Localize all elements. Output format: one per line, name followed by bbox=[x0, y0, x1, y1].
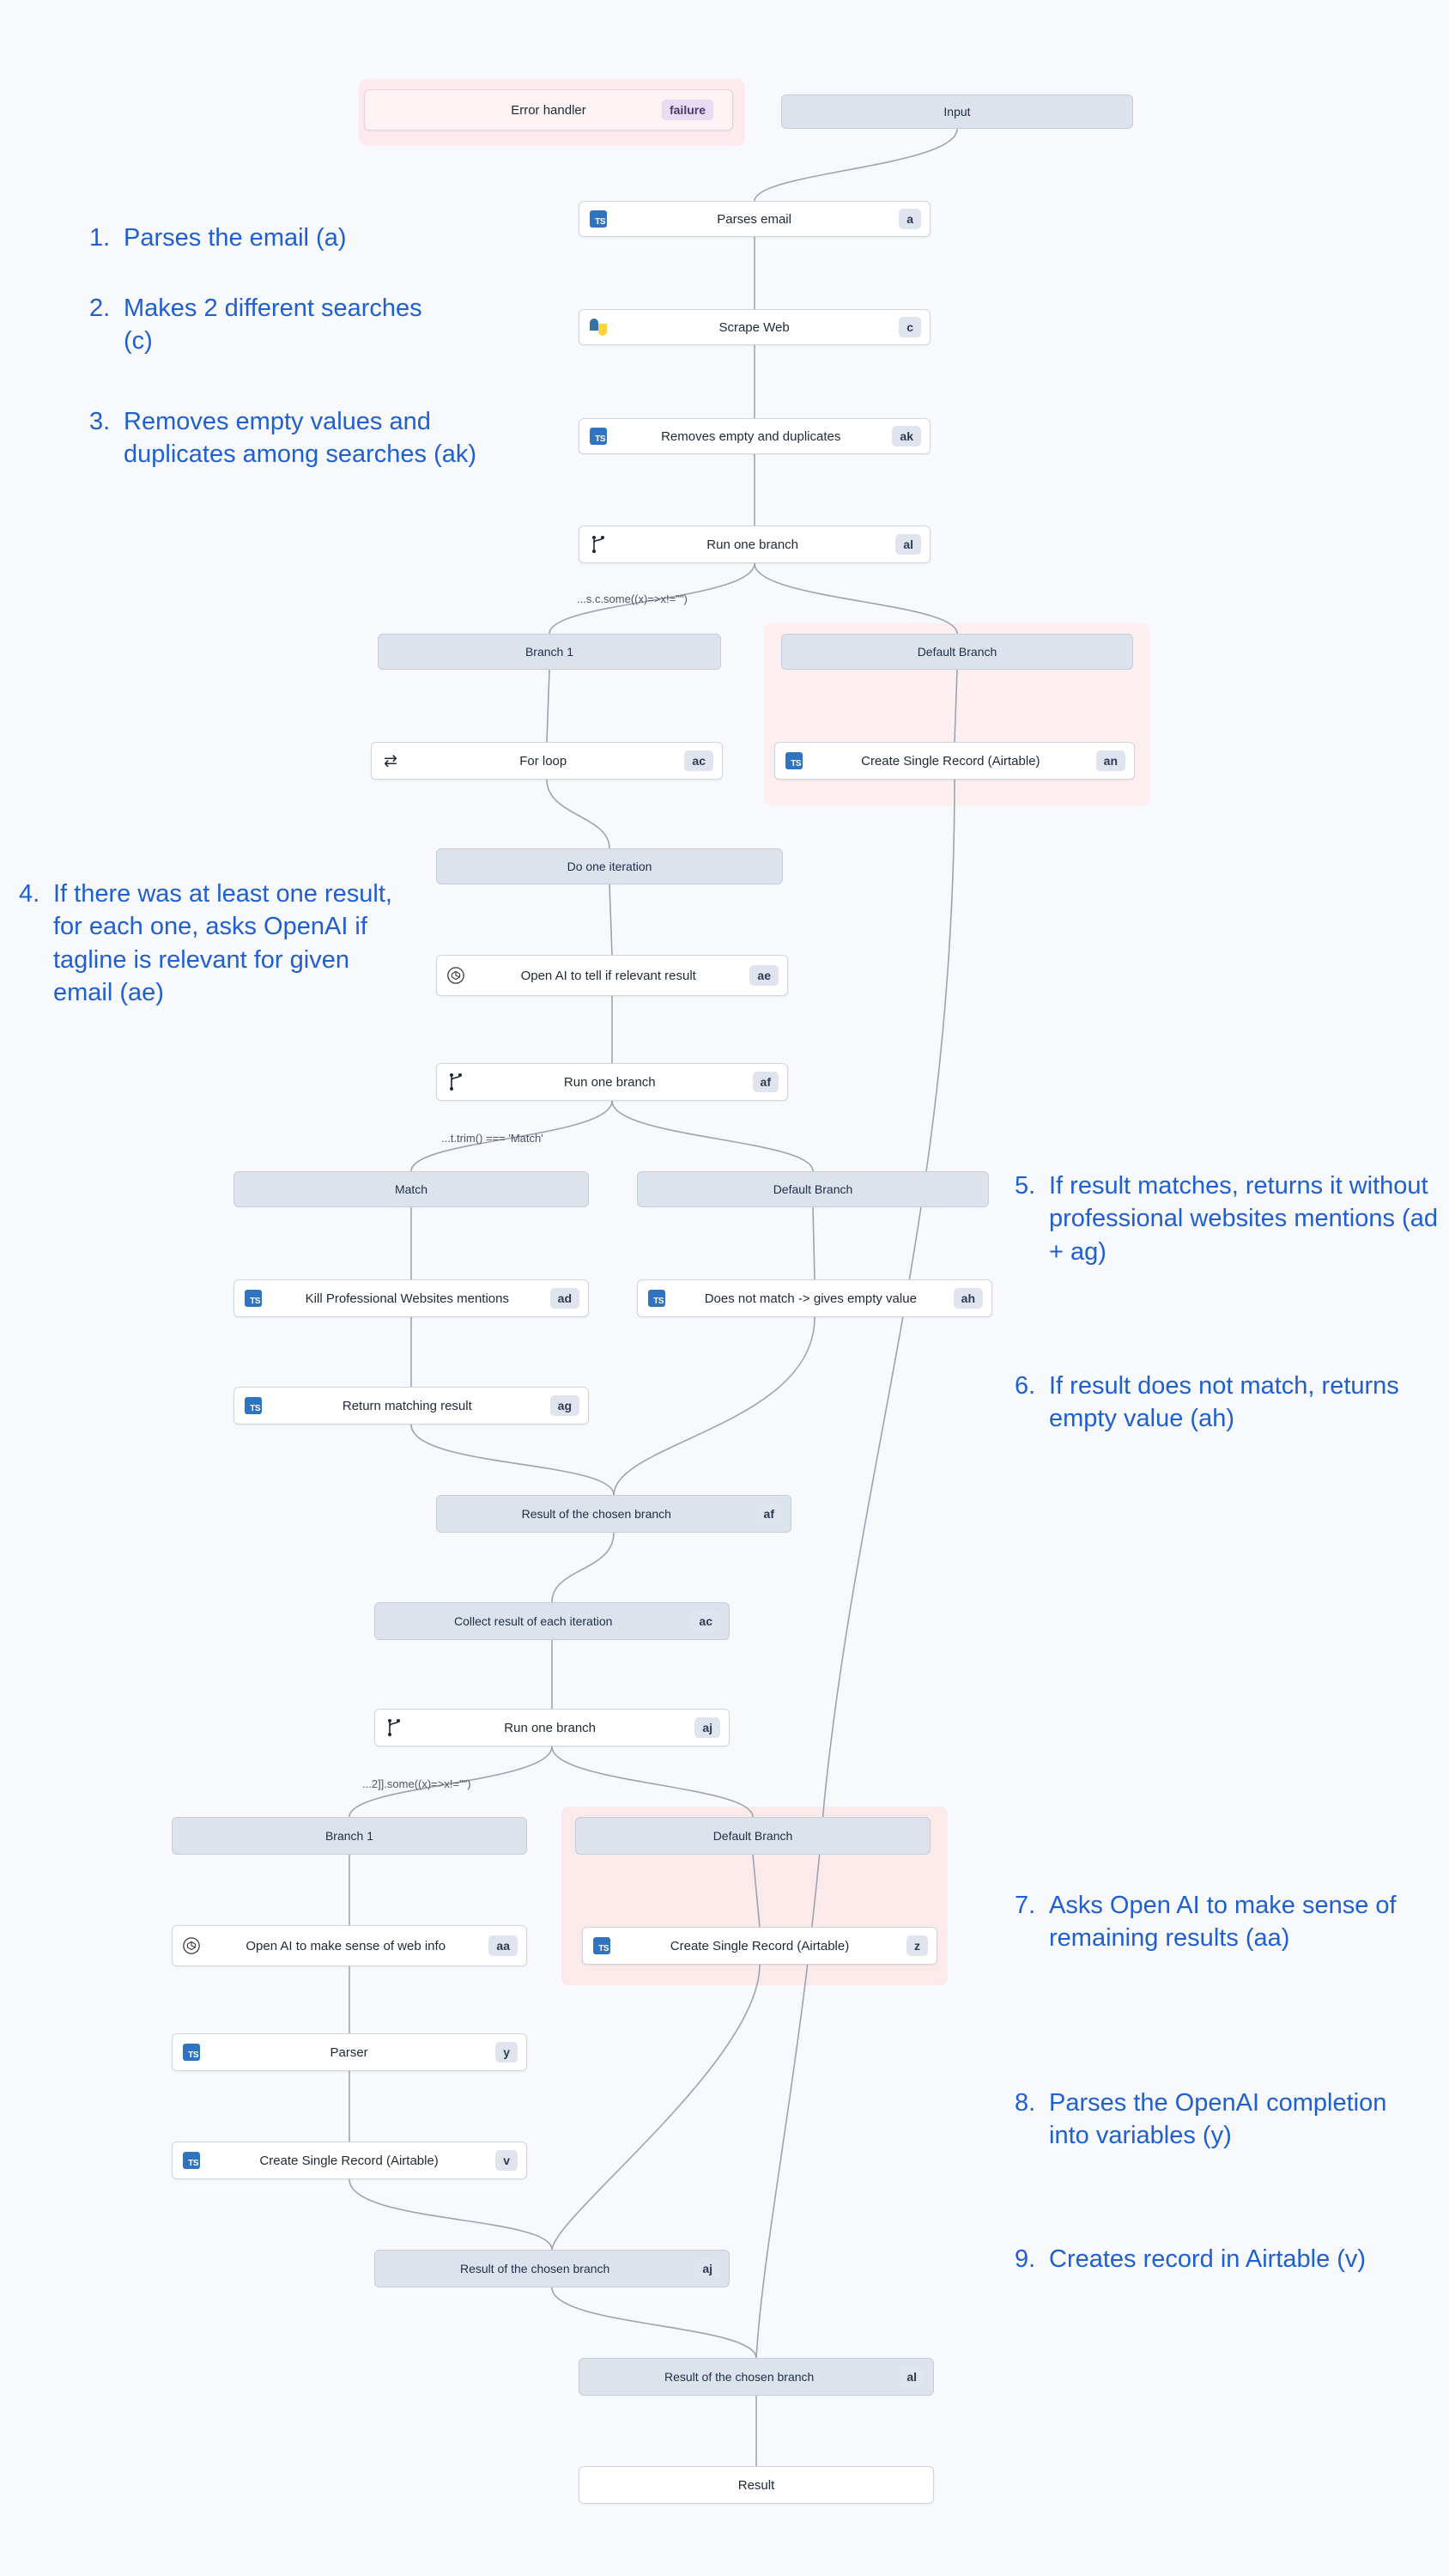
node-badge: ae bbox=[749, 965, 779, 986]
node-badge: v bbox=[495, 2150, 518, 2171]
node-result[interactable] bbox=[579, 2466, 934, 2504]
ts-icon: TS bbox=[587, 425, 609, 447]
node-label: Create Single Record (Airtable) bbox=[861, 753, 1040, 769]
node-create-single-record-v[interactable] bbox=[172, 2142, 527, 2179]
python-icon bbox=[587, 316, 609, 338]
annotation-number: 2. bbox=[89, 295, 111, 322]
node-badge: aa bbox=[488, 1935, 518, 1956]
annotation-number: 9. bbox=[1015, 2245, 1036, 2273]
node-badge: aj bbox=[694, 1717, 720, 1738]
node-label: Result bbox=[737, 2477, 775, 2493]
node-badge: failure bbox=[662, 100, 713, 120]
openai-icon bbox=[445, 964, 467, 987]
ts-icon: TS bbox=[783, 750, 805, 772]
node-label: Create Single Record (Airtable) bbox=[259, 2153, 439, 2168]
branch-icon bbox=[383, 1716, 405, 1739]
annotation-6 bbox=[1015, 1370, 1435, 1436]
node-run-one-branch-af[interactable] bbox=[436, 1063, 788, 1101]
node-badge: ac bbox=[684, 750, 713, 771]
node-badge: ac bbox=[691, 1611, 720, 1631]
node-badge: c bbox=[899, 317, 921, 337]
node-badge: af bbox=[753, 1072, 779, 1092]
node-badge: y bbox=[495, 2042, 518, 2063]
edge-label-condition-af: ...t.trim() === 'Match' bbox=[441, 1132, 543, 1145]
node-label: Return matching result bbox=[342, 1398, 472, 1413]
node-kill-professional-websites-mentions[interactable] bbox=[233, 1279, 589, 1317]
node-input[interactable] bbox=[781, 94, 1133, 129]
ts-icon: TS bbox=[242, 1394, 264, 1417]
annotation-9 bbox=[1015, 2243, 1392, 2275]
node-label: Open AI to make sense of web info bbox=[246, 1938, 446, 1953]
annotation-number: 3. bbox=[89, 408, 111, 435]
annotation-4 bbox=[19, 878, 405, 1009]
loop-icon: ⇄ bbox=[384, 751, 397, 770]
node-badge: a bbox=[899, 209, 921, 229]
node-result-of-chosen-branch-af[interactable] bbox=[436, 1495, 791, 1533]
annotation-7 bbox=[1015, 1889, 1410, 1955]
annotation-text: Creates record in Airtable (v) bbox=[1049, 2245, 1367, 2273]
node-removes-empty-and-duplicates[interactable] bbox=[579, 418, 931, 454]
node-return-matching-result[interactable] bbox=[233, 1387, 589, 1425]
openai-icon bbox=[180, 1935, 203, 1957]
annotation-number: 5. bbox=[1015, 1172, 1036, 1200]
annotation-text: Parses the email (a) bbox=[124, 224, 347, 252]
annotation-text: If result matches, returns it without professional websites mentions (ad + ag) bbox=[1049, 1172, 1438, 1266]
node-badge: al bbox=[895, 534, 921, 555]
node-default-branch-mid[interactable] bbox=[637, 1171, 989, 1207]
node-label: Default Branch bbox=[712, 1829, 793, 1843]
node-error-handler[interactable] bbox=[364, 89, 733, 131]
node-run-one-branch-al[interactable] bbox=[579, 526, 931, 563]
annotation-text: Removes empty values and duplicates among searches (ak) bbox=[124, 408, 477, 469]
node-label: Run one branch bbox=[504, 1720, 597, 1735]
node-result-of-chosen-branch-aj[interactable] bbox=[374, 2250, 730, 2287]
node-result-of-chosen-branch-al[interactable] bbox=[579, 2358, 934, 2396]
node-branch-1-bottom[interactable] bbox=[172, 1817, 527, 1855]
ts-icon: TS bbox=[180, 2041, 203, 2063]
node-badge: af bbox=[756, 1504, 782, 1524]
node-label: Does not match -> gives empty value bbox=[704, 1291, 917, 1306]
edge-label-condition-al: ...s.c.some((x)=>x!="") bbox=[577, 592, 688, 605]
node-openai-relevant-result[interactable] bbox=[436, 955, 788, 996]
node-for-loop[interactable] bbox=[371, 742, 723, 780]
ts-icon: TS bbox=[180, 2149, 203, 2172]
annotation-1 bbox=[89, 222, 536, 254]
annotation-text: If result does not match, returns empty value (ah) bbox=[1049, 1372, 1399, 1433]
node-label: Default Branch bbox=[773, 1182, 853, 1196]
node-default-branch-top[interactable] bbox=[781, 634, 1133, 670]
node-badge: an bbox=[1096, 750, 1125, 771]
node-parser[interactable] bbox=[172, 2033, 527, 2071]
node-badge: ah bbox=[954, 1288, 983, 1309]
node-label: Branch 1 bbox=[524, 645, 574, 659]
node-collect-result-each-iteration[interactable] bbox=[374, 1602, 730, 1640]
node-badge: aj bbox=[694, 2258, 720, 2279]
annotation-number: 8. bbox=[1015, 2089, 1036, 2117]
node-label: Parser bbox=[330, 2044, 368, 2060]
ts-icon: TS bbox=[587, 208, 609, 230]
node-label: Match bbox=[394, 1182, 428, 1196]
node-label: Scrape Web bbox=[718, 319, 790, 335]
node-label: Input bbox=[943, 105, 971, 118]
node-label: Error handler bbox=[511, 102, 586, 118]
node-label: Removes empty and duplicates bbox=[661, 428, 841, 444]
annotation-number: 7. bbox=[1015, 1892, 1036, 1919]
annotation-number: 1. bbox=[89, 224, 111, 252]
node-branch-1-top[interactable] bbox=[378, 634, 721, 670]
node-run-one-branch-aj[interactable] bbox=[374, 1709, 730, 1747]
annotation-2 bbox=[89, 292, 433, 358]
node-label: Run one branch bbox=[563, 1074, 656, 1090]
node-label: Create Single Record (Airtable) bbox=[670, 1938, 850, 1953]
node-scrape-web[interactable] bbox=[579, 309, 931, 345]
node-default-branch-bottom[interactable] bbox=[575, 1817, 931, 1855]
node-does-not-match[interactable] bbox=[637, 1279, 992, 1317]
node-label: Collect result of each iteration bbox=[453, 1614, 613, 1628]
node-badge: z bbox=[906, 1935, 928, 1956]
annotation-text: Makes 2 different searches (c) bbox=[124, 295, 422, 355]
node-label: Run one branch bbox=[706, 537, 799, 552]
edge-label-condition-aj: ...2]].some((x)=>x!="") bbox=[362, 1777, 471, 1790]
node-openai-make-sense-of-web-info[interactable] bbox=[172, 1925, 527, 1966]
node-do-one-iteration[interactable] bbox=[436, 848, 783, 884]
node-label: For loop bbox=[519, 753, 567, 769]
branch-icon bbox=[445, 1071, 467, 1093]
node-match[interactable] bbox=[233, 1171, 589, 1207]
node-label: Default Branch bbox=[917, 645, 997, 659]
node-label: Result of the chosen branch bbox=[664, 2370, 815, 2384]
annotation-text: If there was at least one result, for each one, asks OpenAI if tagline is relevant for given email (ae) bbox=[53, 880, 392, 1006]
node-badge: ag bbox=[550, 1395, 579, 1416]
node-create-single-record-an[interactable] bbox=[774, 742, 1135, 780]
node-badge: al bbox=[899, 2366, 925, 2387]
annotation-3 bbox=[89, 405, 536, 471]
node-label: Result of the chosen branch bbox=[459, 2262, 610, 2275]
ts-icon: TS bbox=[646, 1287, 668, 1309]
annotation-text: Asks Open AI to make sense of remaining results (aa) bbox=[1049, 1892, 1397, 1953]
ts-icon: TS bbox=[242, 1287, 264, 1309]
annotation-text: Parses the OpenAI completion into variables (y) bbox=[1049, 2089, 1387, 2150]
node-label: Open AI to tell if relevant result bbox=[520, 968, 696, 983]
annotation-number: 4. bbox=[19, 880, 40, 908]
node-label: Kill Professional Websites mentions bbox=[305, 1291, 509, 1306]
node-badge: ak bbox=[892, 426, 921, 447]
ts-icon: TS bbox=[591, 1935, 613, 1957]
annotation-8 bbox=[1015, 2087, 1410, 2153]
node-label: Parses email bbox=[717, 211, 791, 227]
node-label: Do one iteration bbox=[567, 860, 652, 873]
node-parses-email[interactable] bbox=[579, 201, 931, 237]
annotation-5 bbox=[1015, 1170, 1444, 1268]
node-label: Result of the chosen branch bbox=[521, 1507, 671, 1521]
annotation-number: 6. bbox=[1015, 1372, 1036, 1400]
node-badge: ad bbox=[550, 1288, 579, 1309]
node-label: Branch 1 bbox=[324, 1829, 374, 1843]
branch-icon bbox=[587, 533, 609, 556]
node-create-single-record-z[interactable] bbox=[582, 1927, 937, 1965]
